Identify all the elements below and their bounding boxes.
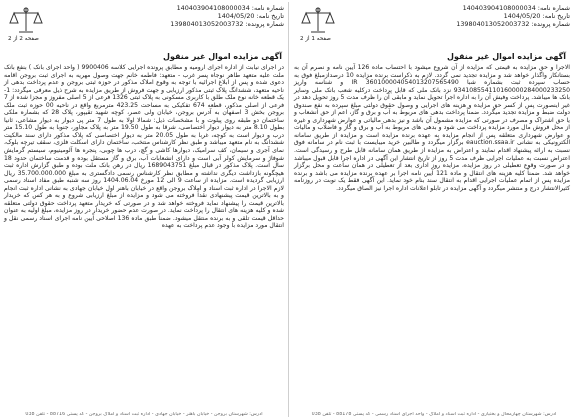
letter-number: شماره نامه: 140403904108000034 (176, 4, 284, 12)
letter-meta (456, 4, 570, 28)
letter-date: تاریخ نامه: 1404/05/20 (217, 12, 284, 20)
judiciary-emblem-icon (6, 5, 46, 37)
page-footer-address: آدرس: شهرستان بروجن - خیابان باهنر - خیابان جهادی - اداره ثبت اسناد و املاک بروجن - کد پستی 88716 - تلفن 038 (25, 412, 263, 417)
file-number: شماره پرونده: 139804013052003732 (170, 20, 284, 28)
file-number: شماره پرونده: 139804013052003732 (456, 20, 570, 28)
letter-number: شماره نامه: 140403904108000034 (462, 4, 570, 12)
judiciary-emblem-icon (298, 5, 338, 37)
notice-title: آگهی مزایده اموال غیر منقول (163, 52, 282, 61)
notice-body: الاجرا و حق مزایده به قیمتی که مزایده از آن شروع میشود با احتساب ماده 126 آیین نامه و نصرم آن به بستانکار واگذار خواهد شد و مزایده تجدید نمی گردد. لازم به ذکراست برنده مزایده 10 درصدازمبلغ فوق به حساب سپرده ثبت بشماره شبا IR 360100004054013207565490 و شناسه واریز 934108554110160000284000233250 نزد بانک ملی که قابل پرداخت درکلیه شعب بانک ملی وسایر بانک ها میباشد. پرداخت وفیش آن را به اداره اجرا تحویل نماید و مابقی آن را ظرف مدت 5 روز تحویل دهد در غیر اینصورت پس از کسر حق مزایده و هزینه های اجرایی و وصول حقوق دولتی مبلغ سپرده به نفع صندوق دولت ضبط و مزایده تجدید میگردد. ضمناً پرداخت بدهی های مربوط به آب و برق و گاز، اعم از حق انشعاب و یا حق اشتراک و مصرف در صورتی که مزایده مشمول آن باشد و نیز بدهی مالیاتی و عوارض شهرداری و غیره از محل فروش مال مورد مزایده پرداخت می شود و بدهی های مربوط به آب و برق و گاز و فاضلاب و مالیات و عوارض شهرداری متعلقه پس از انجام مزایده به عهده برنده مزایده است و مزایده از طریق سامانه الکترونیکی به نشانی eauction.ssaa.ir برگزار میگردد و طالبین خرید میبایست با ثبت نام در سامانه فوق نسبت به ارائه پیشنهاد اقدام نمایند و اعتراض به مزایده از طریق همان سامانه قابل طرح و رسیدگی است. اعتراض نسبت به عملیات اجرایی ظرف مدت 5 روز از تاریخ انتشار این آگهی در اداره اجرا قابل قبول میباشد و در صورت وقوع تعطیلی در روز مزایده، مزایده روز اداری بعد از تعطیلی در همان ساعت و محل برگزار خواهد شد. ضمناً کلیه هزینه های انتقال و ماده 121 آیین نامه اجرا بر عهده برنده مزایده می باشد و برنده مزایده پس از اتمام عملیات اجرایی اقدام به انتقال سند بنام خود نماید. این آگهی فقط یک نوبت در روزنامه کثیرالانتشار درج و منتشر میگردد و آگهی مزایده در تابلو اعلانات اداره اجرا نیز الصاق میگردد. (294, 64, 571, 192)
notice-title: آگهی مزایده اموال غیر منقول (447, 52, 566, 61)
page-divider (288, 2, 289, 417)
page-footer-address: آدرس: شهرستان چهارمحال و بختیاری - اداره ثبت اسناد و املاک - واحد اجرای اسناد رسمی - کد پستی 88178 - تلفن 038 (311, 412, 557, 417)
page-header (290, 0, 576, 44)
notice-body: در اجرای نیابت از اداره اجرای ارومیه و مطابق پرونده اجرایی کلاسه 9900406 ( واحد اجرای بانک ) بنفع بانک ملت علیه متعهد طاهر نوجاه پسر غرب - متعهد: فاطمه خانم جهت وصول مهریه به اجرای ثبت بروجن اقامه دعوی شده و پس از ابلاغ اجرائیه با توجه به وقوع املاک مذکور در حوزه ثبتی بروجن و عدم پرداخت بدهی از ناحیه متعهد، ششدانگ پلاک ثبتی مذکور ارزیابی و جهت فروش از طریق مزایده به شرح ذیل معرفی میگردد: 1- یک قطعه خانه نوع ملک طلق با کاربری مسکونی به پلاک ثبتی 1326 فرعی از 5 اصلی مفروز و مجزا شده از 7 فرعی از اصلی مذکور، قطعه 674 تفکیکی به مساحت 423.25 مترمربع واقع در ناحیه 00 حوزه ثبت ملک بروجن بخش 3 اصفهان به آدرس بروجن، خیابان ولی عصر، کوچه شهید تقیپور، پلاک 28 که بشماره ملکی ساختمان دو طبقه روی پیلوت و با مشخصات ذیل: شمالا اولا به طول 7 متر پی دیوار به دیوار مشاعی، ثانیا بطول 8.10 متر به دیوار دیوار اختصاصی، شرقا به طول 19.50 متر به پلاک مجاور، جنوبا به طول 15.10 متر درب و دیوار است به کوچه، غربا به طول 20.05 متر به دیوار اختصاصی که پلاک مذکور دارای سند مالکیت ششدانگ به نام متعهد میباشد و طبق نظر کارشناس منتخب، ساختمان دارای اسکلت فلزی، سقف تیرچه بلوک، نمای آجری و سیمان، کف سرامیک، دیوارها کاشی و گچ، درب ها چوبی، پنجره ها آلومینیوم، سیستم گرمایش شوفاژ و سرمایش کولر آبی است و دارای انشعابات آب، برق و گاز مستقل بوده و قدمت ساختمان حدود 18 سال است. پلاک مذکور در قبال مبلغ 1689043751 ریال در رهن بانک ملت بوده و طبق گزارش اداره ثبت هیچگونه بازداشت دیگری نداشته و مطابق نظر کارشناس رسمی دادگستری به مبلغ 35.700.000.000 ریال ارزیابی گردیده است. مزایده از ساعت 9 الی 12 مورخ 1404.06.04 روز سه شنبه طبق مفاد اسناد رسمی لازم الاجرا در اداره ثبت اسناد و املاک بروجن واقع در خیابان باهنر اول خیابان جهادی به نشانی اداره ثبت انجام و به بالاترین قیمت پیشنهادی نقداً فروخته می شود و مزایده از مبلغ ارزیابی شروع و به هر کس که خریدار بالاترین قیمت را پیشنهاد نماید فروخته خواهد شد و در صورتی که خریدار متعهد پرداخت حقوق دولتی متعلقه شده و کلیه هزینه های انتقال را پرداخت نماید. در صورت عدم حضور خریدار در روز مزایده، مبلغ اولیه به عنوان حداقل قیمت تلقی و به برنده منتقل میشود. ضمناً طبق ماده 136 اصلاحی آیین نامه اجرای اسناد رسمی نقل و انتقال مورد مزایده با وجود عدم پرداخت به عهده (4, 64, 285, 230)
page-header (0, 0, 288, 44)
page-number: صفحه 1 از 2 (300, 36, 331, 42)
page-one (290, 0, 576, 419)
letter-meta (170, 4, 284, 28)
page-number: صفحه 2 از 2 (8, 36, 39, 42)
letter-date: تاریخ نامه: 1404/05/20 (503, 12, 570, 20)
